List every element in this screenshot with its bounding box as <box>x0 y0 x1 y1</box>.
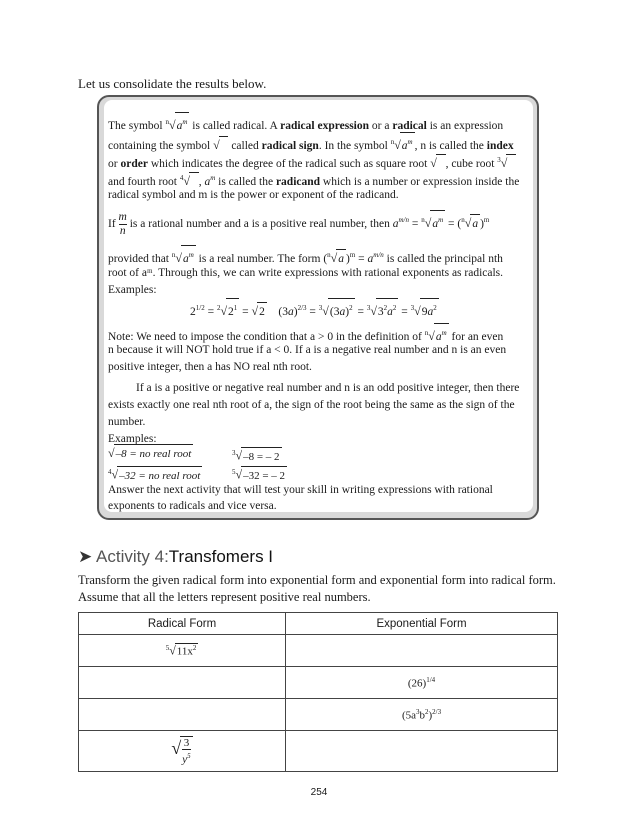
answer-cell[interactable] <box>79 667 286 699</box>
box-line-4: and fourth root $^4$√ , $a^m$ is called the radicand which is a number or expression inside the <box>108 169 528 192</box>
odd-line-2: exists exactly one real nth root of a, the sign of the root being the same as the sign of the <box>108 399 515 411</box>
box-line-2: containing the symbol √ called radical sign. In the symbol $^n√a^m$ , n is called the index <box>108 132 528 156</box>
answer-line-2: exponents to radicals and vice versa. <box>108 500 277 512</box>
examples-label: Examples: <box>108 284 157 296</box>
arrow-icon: ➤ <box>78 547 93 566</box>
column-header-radical: Radical Form <box>79 613 286 635</box>
box-line-1: The symbol $^n√a^m$ is called radical. A radical expression or a radical is an expression <box>108 112 528 136</box>
intro-text: Let us consolidate the results below. <box>78 76 267 91</box>
example-odd-2: $^5$√–32 = – 2 <box>232 463 382 486</box>
table-cell: $(26)^{1/4}$ <box>286 667 558 699</box>
note-line-3: positive integer, then a has NO real nth root. <box>108 361 312 373</box>
table-row <box>79 635 558 667</box>
answer-cell[interactable] <box>286 731 558 772</box>
activity-heading: ➤ Activity 4:Transfomers I <box>78 547 274 566</box>
answer-cell[interactable] <box>79 699 286 731</box>
transform-table <box>78 612 558 772</box>
note-line-1: Note: We need to impose the condition that a > 0 in the definition of $^n√a^m$ for an even <box>108 323 528 347</box>
table-cell: $(5a^3b^2)^{2/3}$ <box>286 699 558 731</box>
if-line: If $\frac{m}{n}$ is a rational number and a is a positive real number, then $a^{m/n} = ^n√a^m = (^n√a$ )$^m$ <box>108 210 490 237</box>
example-formulas: $2^{1/2} = ^2√2^1 = √2$ $(3a)^{2/3} = ^3√(3a)^2 = ^3√3^2a^2 = ^3√9a^2$ <box>190 298 520 322</box>
root-line: root of aᵐ. Through this, we can write expressions with rational exponents as radicals. <box>108 267 504 279</box>
examples-label-2: Examples: <box>108 433 157 445</box>
table-row <box>79 667 558 699</box>
table-cell: $^5√11x^2$ <box>79 635 286 667</box>
example-even-2: $^4$√–32 = no real root <box>108 463 258 486</box>
table-row <box>79 699 558 731</box>
table-row <box>79 731 558 772</box>
box-line-5: radical symbol and m is the power or exponent of the radicand. <box>108 189 399 201</box>
example-even-1: √–8 = no real root <box>108 444 258 464</box>
answer-line-1: Answer the next activity that will test your skill in writing expressions with rational <box>108 484 493 496</box>
column-header-exponential: Exponential Form <box>286 613 558 635</box>
odd-line-3: number. <box>108 416 146 428</box>
provided-line: provided that $^n√a^m$ is a real number. The form ($^n$√a )$^m = a^{m/n}$ is called the principal nth <box>108 245 528 269</box>
odd-line-1: If a is a positive or negative real number and n is an odd positive integer, then there <box>136 382 520 394</box>
example-odd-1: $^3$√–8 = – 2 <box>232 444 382 467</box>
page-number: 254 <box>310 787 328 798</box>
instructions-line-1: Transform the given radical form into exponential form and exponential form into radical form. <box>78 573 556 587</box>
table-cell: √ $\frac{3}{y^5}$ <box>79 731 286 772</box>
answer-cell[interactable] <box>286 635 558 667</box>
instructions-line-2: Assume that all the letters represent positive real numbers. <box>78 590 371 604</box>
note-line-2: n because it will NOT hold true if a < 0. If a is a negative real number and n is an even <box>108 344 507 356</box>
box-line-3: or order which indicates the degree of the radical such as square root √ , cube root $^3$√ <box>108 151 528 174</box>
